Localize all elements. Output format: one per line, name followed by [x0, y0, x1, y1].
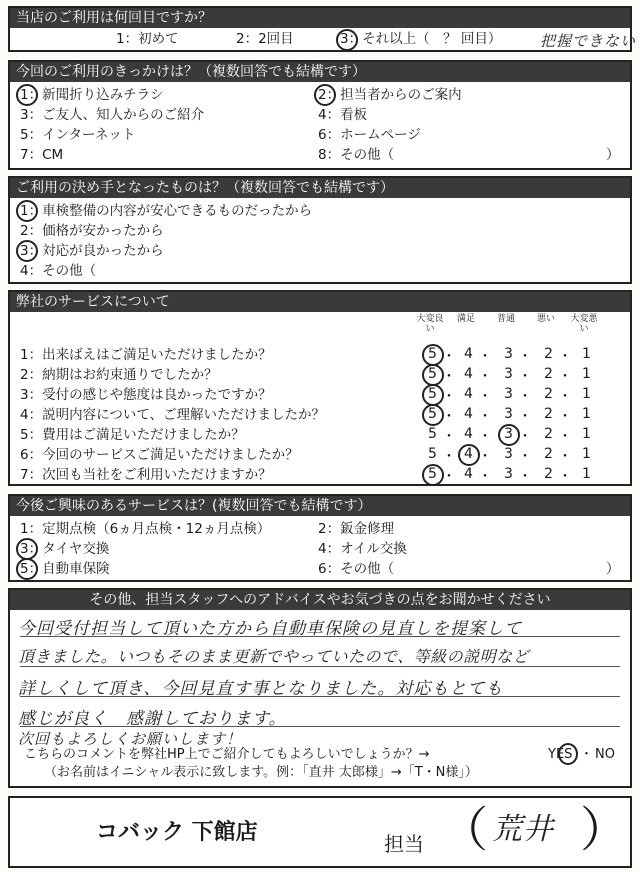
q4-section [8, 290, 632, 486]
rating-separator: ・ [558, 349, 572, 365]
rating-option-2[interactable]: 2 [544, 466, 553, 482]
q5-item-5: 5：自動車保険 [20, 561, 110, 577]
rating-separator: ・ [518, 469, 532, 485]
rating-option-5[interactable]: 5 [428, 366, 437, 382]
answer-circle [422, 384, 444, 406]
rating-option-2[interactable]: 2 [544, 366, 553, 382]
q2-item-7: 7：CM [20, 147, 64, 163]
staff-label: 担当 [384, 832, 424, 856]
q5-item-6: 6：その他（ [318, 561, 395, 577]
footer-box [8, 796, 632, 868]
rating-option-1[interactable]: 1 [582, 366, 591, 382]
answer-circle [422, 344, 444, 366]
rating-separator: ・ [442, 409, 456, 425]
q2-item-3: 3：ご友人、知人からのご紹介 [20, 107, 205, 123]
rating-option-1[interactable]: 1 [582, 346, 591, 362]
q5-item-2: 2：鈑金修理 [318, 521, 395, 537]
comment-line-1: 今回受付担当して頂いた方から自動車保険の見直しを提案して [18, 619, 522, 639]
rating-option-2[interactable]: 2 [544, 346, 553, 362]
rating-option-5[interactable]: 5 [428, 426, 437, 442]
q1-handwritten-note: 把握できない [540, 32, 637, 50]
q5-item-1: 1：定期点検（6ヵ月点検・12ヵ月点検） [20, 521, 271, 537]
q2-section [8, 60, 632, 170]
rating-question: 5：費用はご満足いただけましたか？ [20, 427, 245, 443]
rating-separator: ・ [518, 389, 532, 405]
comment-line-4: 感じが良く 感謝しております。 [18, 709, 287, 729]
rating-separator: ・ [558, 409, 572, 425]
rating-option-3[interactable]: 3 [504, 426, 513, 442]
q3-item-2: 2：価格が安かったから [20, 223, 164, 239]
rating-separator: ・ [478, 469, 492, 485]
consent-no[interactable]: NO [595, 747, 615, 762]
rating-separator: ・ [442, 469, 456, 485]
q5-item-3: 3：タイヤ交換 [20, 541, 110, 557]
col-header-normal: 普通 [496, 314, 515, 324]
rating-separator: ・ [442, 389, 456, 405]
q3-item-4: 4：その他（ [20, 263, 97, 279]
rating-option-5[interactable]: 5 [428, 406, 437, 422]
q1-option-1: 1：初めて [116, 31, 179, 47]
col-header-very-good: 大変良い [416, 314, 444, 334]
q5-title: 今後ご興味のあるサービスは？(複数回答でも結構です） [10, 496, 630, 516]
q4-title: 弊社のサービスについて [10, 292, 630, 312]
q2-item-2: 2：担当者からのご案内 [318, 87, 462, 103]
rating-question: 4：説明内容について、ご理解いただけましたか？ [20, 407, 326, 423]
q3-item-1: 1：車検整備の内容が安心できるものだったから [20, 203, 313, 219]
answer-circle [16, 240, 38, 262]
answer-circle [16, 84, 38, 106]
rating-option-3[interactable]: 3 [504, 346, 513, 362]
rating-option-2[interactable]: 2 [544, 426, 553, 442]
staff-open-paren: （ [440, 802, 489, 858]
q1-title: 当店のご利用は何回目ですか？ [10, 8, 630, 28]
rating-option-5[interactable]: 5 [428, 346, 437, 362]
store-name: コバック 下館店 [96, 820, 258, 845]
q1-section [8, 6, 637, 52]
comment-line-3: 詳しくして頂き、今回見直す事となりました。対応もとても [18, 679, 504, 699]
q5-section [8, 494, 632, 582]
answer-circle [422, 464, 444, 486]
rating-question: 6：今回のサービスご満足いただけましたか？ [20, 447, 299, 463]
rating-option-4[interactable]: 4 [464, 426, 473, 442]
rating-separator: ・ [442, 449, 456, 465]
answer-circle [498, 424, 520, 446]
rating-separator: ・ [558, 449, 572, 465]
answer-circle [16, 558, 38, 580]
rating-separator: ・ [478, 369, 492, 385]
rating-option-3[interactable]: 3 [504, 386, 513, 402]
rating-separator: ・ [558, 469, 572, 485]
q1-option-3: 3：それ以上（ ？ 回目） [340, 31, 502, 47]
rating-separator: ・ [518, 369, 532, 385]
rating-option-1[interactable]: 1 [582, 466, 591, 482]
answer-circle [458, 444, 480, 466]
rating-separator: ・ [478, 349, 492, 365]
col-header-very-bad: 大変悪い [570, 314, 598, 334]
comment-line-5: 次回もよろしくお願いします！ [18, 730, 243, 748]
comment-line-2: 頂きました。いつもそのまま更新でやっていたので、等級の説明など [18, 647, 530, 666]
answer-circle [16, 200, 38, 222]
rating-option-4[interactable]: 4 [464, 346, 473, 362]
rating-option-1[interactable]: 1 [582, 446, 591, 462]
rating-option-5[interactable]: 5 [428, 446, 437, 462]
rating-option-3[interactable]: 3 [504, 366, 513, 382]
rating-separator: ・ [478, 409, 492, 425]
rating-option-1[interactable]: 1 [582, 386, 591, 402]
rating-option-2[interactable]: 2 [544, 446, 553, 462]
rating-option-4[interactable]: 4 [464, 386, 473, 402]
q2-item-8: 8：その他（ [318, 147, 395, 163]
rating-separator: ・ [442, 369, 456, 385]
rating-question: 7：次回も当社をご利用いただけますか？ [20, 467, 272, 483]
q1-option-2: 2：2回目 [236, 31, 294, 47]
q2-item-1: 1：新聞折り込みチラシ [20, 87, 164, 103]
q3-section [8, 176, 632, 284]
consent-question: こちらのコメントを弊社HP上でご紹介してもよろしいでしょうか？→ [24, 747, 430, 762]
rating-option-1[interactable]: 1 [582, 406, 591, 422]
rating-separator: ・ [442, 349, 456, 365]
rating-option-1[interactable]: 1 [582, 426, 591, 442]
rating-separator: ・ [518, 349, 532, 365]
q5-close-paren: ） [606, 561, 620, 577]
col-header-satisfied: 満足 [456, 314, 475, 324]
rating-separator: ・ [478, 449, 492, 465]
rating-separator: ・ [558, 389, 572, 405]
rating-separator: ・ [478, 429, 492, 445]
rating-separator: ・ [442, 429, 456, 445]
rating-option-5[interactable]: 5 [428, 466, 437, 482]
consent-dot: ・ [580, 747, 594, 762]
rating-question: 1：出来ばえはご満足いただけましたか？ [20, 347, 272, 363]
rating-option-2[interactable]: 2 [544, 406, 553, 422]
q2-title: 今回のご利用のきっかけは？（複数回答でも結構です） [10, 62, 630, 82]
q2-close-paren: ） [606, 147, 620, 163]
rating-option-3[interactable]: 3 [504, 466, 513, 482]
rating-option-4[interactable]: 4 [464, 406, 473, 422]
rating-question: 2：納期はお約束通りでしたか？ [20, 367, 218, 383]
rating-separator: ・ [478, 389, 492, 405]
answer-circle [16, 538, 38, 560]
staff-signature: 荒井 [492, 812, 554, 847]
rating-separator: ・ [518, 429, 532, 445]
staff-close-paren: ） [580, 802, 629, 858]
answer-circle [314, 84, 336, 106]
rating-option-3[interactable]: 3 [504, 406, 513, 422]
rating-option-4[interactable]: 4 [464, 466, 473, 482]
rating-question: 3：受付の感じや態度は良かったですか？ [20, 387, 272, 403]
answer-circle [558, 743, 578, 765]
rating-option-3[interactable]: 3 [504, 446, 513, 462]
rating-option-4[interactable]: 4 [464, 366, 473, 382]
col-header-bad: 悪い [536, 314, 555, 324]
answer-circle [336, 29, 358, 51]
rating-option-4[interactable]: 4 [464, 446, 473, 462]
answer-circle [422, 364, 444, 386]
rating-separator: ・ [558, 429, 572, 445]
rating-separator: ・ [518, 409, 532, 425]
q6-title: その他、担当スタッフへのアドバイスやお気づきの点をお聞かせください [10, 590, 630, 610]
q6-section [8, 588, 632, 788]
consent-yes[interactable]: YES [548, 747, 573, 762]
rating-separator: ・ [558, 369, 572, 385]
q3-item-3: 3：対応が良かったから [20, 243, 164, 259]
rating-option-2[interactable]: 2 [544, 386, 553, 402]
q5-item-4: 4：オイル交換 [318, 541, 407, 557]
rating-option-5[interactable]: 5 [428, 386, 437, 402]
q2-item-4: 4：看板 [318, 107, 368, 123]
q3-title: ご利用の決め手となったものは？（複数回答でも結構です） [10, 178, 630, 198]
q2-item-5: 5：インターネット [20, 127, 136, 143]
name-note: （お名前はイニシャル表示に致します。例：「直井 太郎様」→「T・N様」） [44, 765, 478, 780]
answer-circle [422, 404, 444, 426]
rating-separator: ・ [518, 449, 532, 465]
q2-item-6: 6：ホームページ [318, 127, 421, 143]
